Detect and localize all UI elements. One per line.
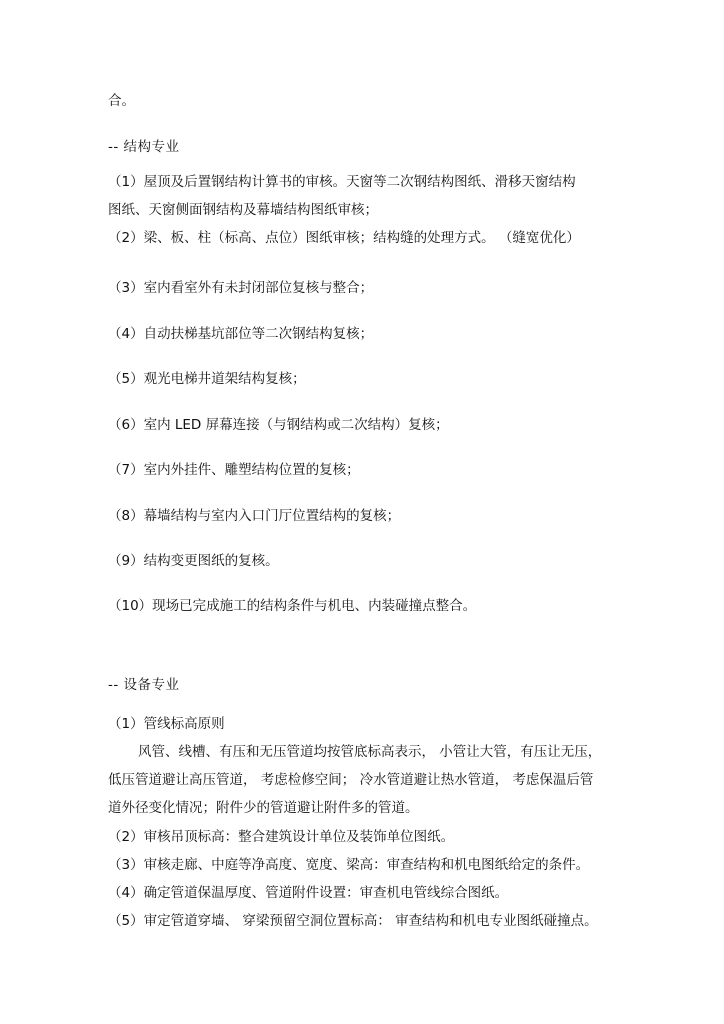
structural-item-3: （3）室内看室外有未封闭部位复核与整合； [108,280,374,296]
structural-item-1-line-2: 图纸、天窗侧面钢结构及幕墙结构图纸审核； [108,202,378,218]
structural-item-9: （9）结构变更图纸的复核。 [108,553,279,569]
equipment-item-4: （4）确定管道保温厚度、管道附件设置：审查机电管线综合图纸。 [108,885,509,901]
continuation-text: 合。 [108,93,135,109]
structural-item-5: （5）观光电梯井道架结构复核； [108,371,306,387]
structural-item-2: （2）梁、板、柱（标高、点位）图纸审核；结构缝的处理方式。 （缝宽优化） [108,230,580,246]
equipment-item-1-body-line-1: 风管、线槽、有压和无压管道均按管底标高表示， 小管让大管，有压让无压， [138,744,602,760]
equipment-item-1: （1）管线标高原则 [108,716,225,732]
equipment-item-5: （5）审定管道穿墙、 穿梁预留空洞位置标高： 审查结构和机电专业图纸碰撞点。 [108,913,598,929]
equipment-item-3: （3）审核走廊、中庭等净高度、宽度、梁高：审查结构和机电图纸给定的条件。 [108,857,590,873]
section-heading-equipment: -- 设备专业 [108,677,180,693]
equipment-item-1-body-line-3: 道外径变化情况；附件少的管道避让附件多的管道。 [108,800,419,816]
structural-item-6: （6）室内 LED 屏幕连接（与钢结构或二次结构）复核； [108,417,449,433]
structural-item-1-line-1: （1）屋顶及后置钢结构计算书的审核。天窗等二次钢结构图纸、滑移天窗结构 [108,174,576,190]
structural-item-10: （10）现场已完成施工的结构条件与机电、内装碰撞点整合。 [108,598,477,614]
structural-item-4: （4）自动扶梯基坑部位等二次钢结构复核； [108,326,374,342]
structural-item-7: （7）室内外挂件、雕塑结构位置的复核； [108,462,360,478]
equipment-item-1-body-line-2: 低压管道避让高压管道， 考虑检修空间； 冷水管道避让热水管道， 考虑保温后管 [108,772,594,788]
section-heading-structural: -- 结构专业 [108,139,180,155]
equipment-item-2: （2）审核吊顶标高：整合建筑设计单位及装饰单位图纸。 [108,829,455,845]
structural-item-8: （8）幕墙结构与室内入口门厅位置结构的复核； [108,508,401,524]
